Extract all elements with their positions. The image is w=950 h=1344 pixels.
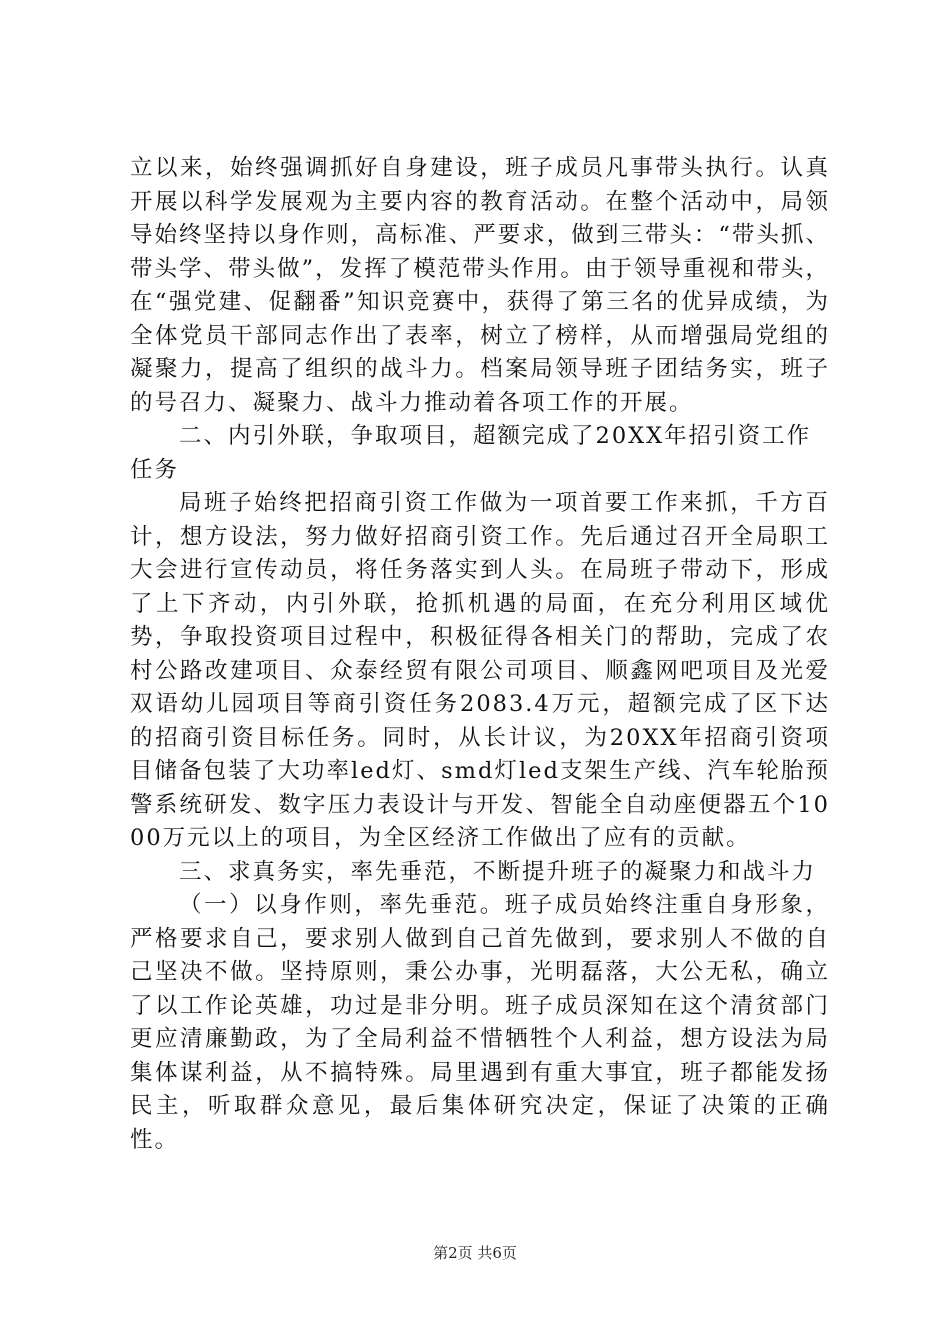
document-body [130, 152, 830, 1157]
paragraph-investment: 局班子始终把招商引资工作做为一项首要工作来抓，千方百计，想方设法，努力做好招商引资工作。先后通过召开全局职工大会进行宣传动员，将任务落实到人头。在局班子带动下，形成了上下齐动，内引外联，抢抓机遇的局面，在充分利用区域优势，争取投资项目过程中，积极征得各相关门的帮助，完成了农村公路改建项目、众泰经贸有限公司项目、顺鑫网吧项目及光爱双语幼儿园项目等商引资任务2083.4万元，超额完成了区下达的招商引资目标任务。同时，从长计议，为20XX年招商引资项目储备包装了大功率led灯、smd灯led支架生产线、汽车轮胎预警系统研发、数字压力表设计与开发、智能全自动座便器五个1000万元以上的项目，为全区经济工作做出了应有的贡献。 [130, 490, 830, 851]
page-number-footer: 第2页 共6页 [433, 1244, 517, 1262]
paragraph-continuation: 立以来，始终强调抓好自身建设，班子成员凡事带头执行。认真开展以科学发展观为主要内容的教育活动。在整个活动中，局领导始终坚持以身作则，高标准、严要求，做到三带头：“带头抓、带头学、带头做”，发挥了模范带头作用。由于领导重视和带头，在“强党建、促翻番”知识竞赛中，获得了第三名的优异成绩，为全体党员干部同志作出了表率，树立了榜样，从而增强局党组的凝聚力，提高了组织的战斗力。档案局领导班子团结务实，班子的号召力、凝聚力、战斗力推动着各项工作的开展。 [130, 155, 830, 416]
section-heading-two: 二、内引外联，争取项目，超额完成了20XX年招引资工作任务 [130, 423, 812, 483]
section-heading-three: 三、求真务实，率先垂范，不断提升班子的凝聚力和战斗力 [179, 858, 817, 885]
paragraph-lead-by-example: （一）以身作则，率先垂范。班子成员始终注重自身形象，严格要求自己，要求别人做到自己首先做到，要求别人不做的自己坚决不做。坚持原则，秉公办事，光明磊落，大公无私，确立了以工作论英雄，功过是非分明。班子成员深知在这个清贫部门更应清廉勤政，为了全局利益不惜牺牲个人利益，想方设法为局集体谋利益，从不搞特殊。局里遇到有重大事宜，班子都能发扬民主，听取群众意见，最后集体研究决定，保证了决策的正确性。 [130, 892, 830, 1153]
